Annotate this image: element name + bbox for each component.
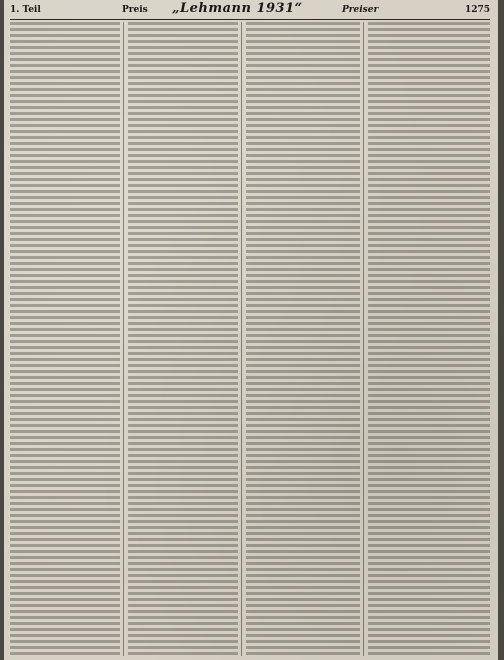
- column-4: [368, 22, 490, 656]
- page-number: 1275: [464, 5, 490, 15]
- column-divider: [363, 22, 364, 656]
- running-header: [10, 2, 490, 18]
- directory-title: „Lehmann 1931“: [172, 1, 303, 16]
- catchword-left: Preis: [122, 5, 148, 15]
- column-divider: [241, 22, 242, 656]
- header-rule: [10, 19, 490, 20]
- column-1: [10, 22, 120, 656]
- column-divider: [123, 22, 124, 656]
- catchword-right: Preiser: [342, 5, 379, 15]
- column-3: [246, 22, 360, 656]
- directory-page: [4, 0, 498, 660]
- part-label: 1. Teil: [10, 5, 41, 15]
- column-2: [128, 22, 238, 656]
